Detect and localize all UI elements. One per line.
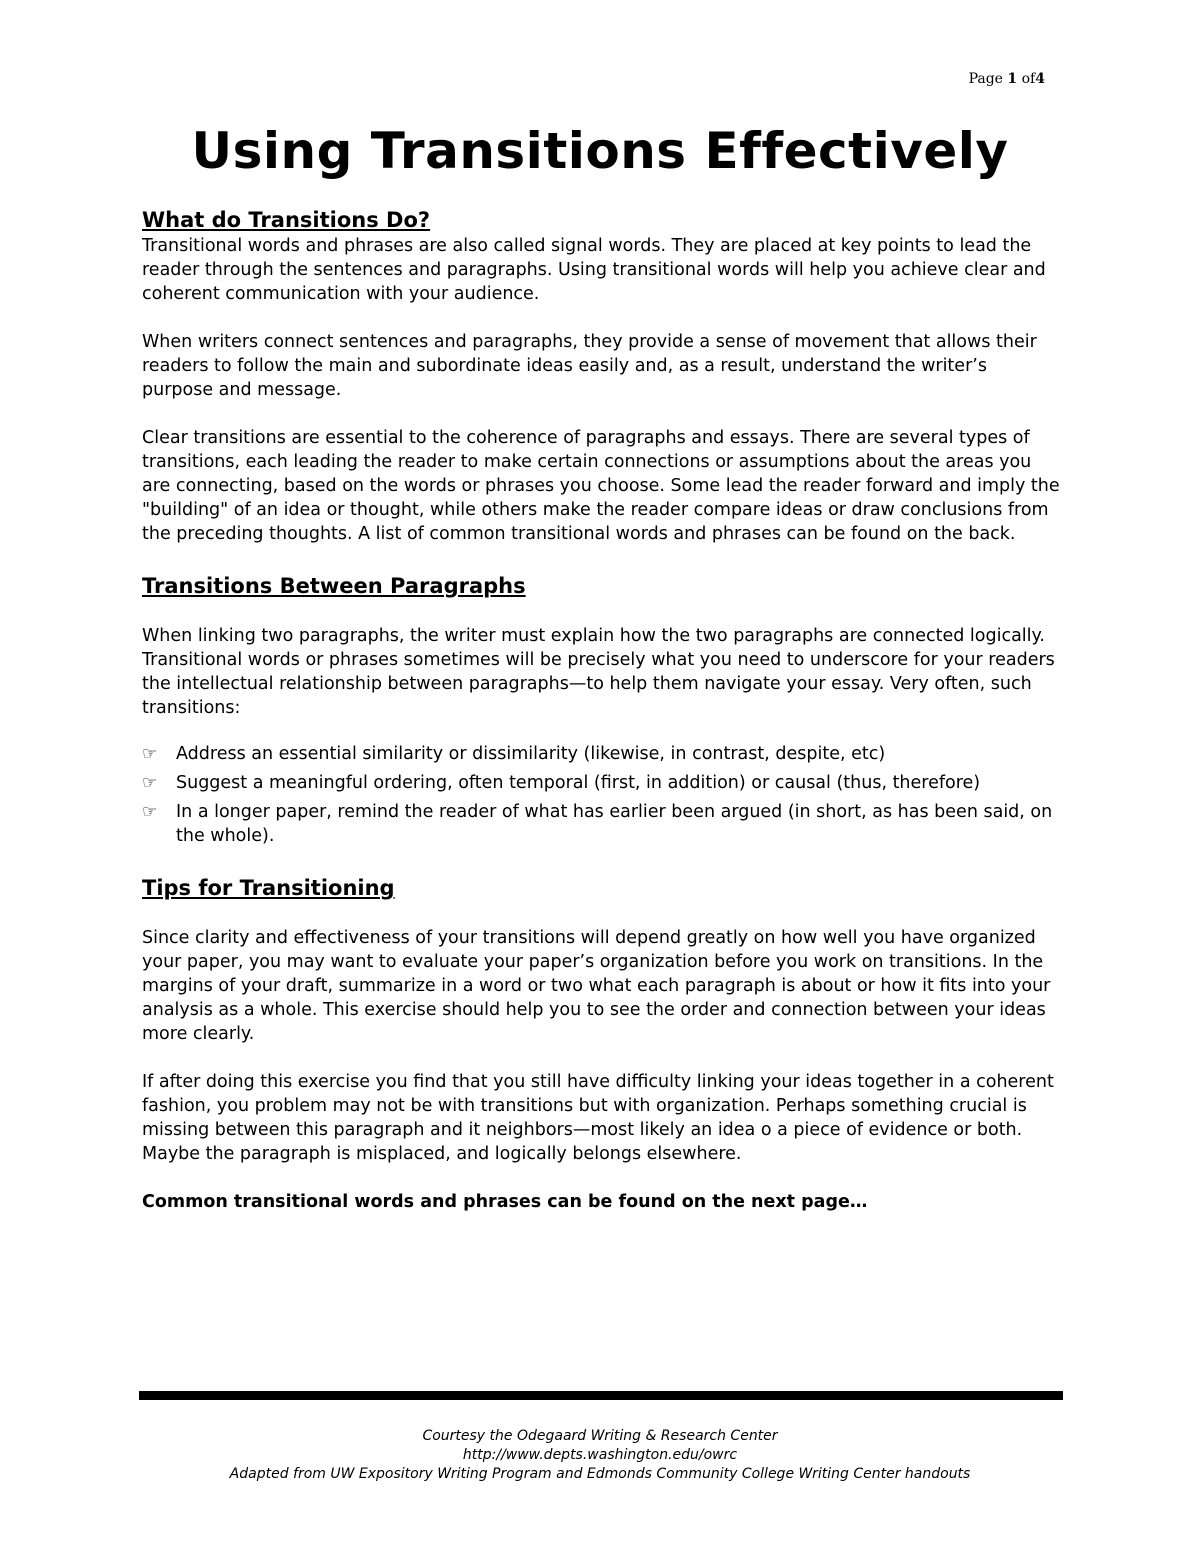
heading-transitions-between-paragraphs: Transitions Between Paragraphs (142, 574, 526, 598)
paragraph-after-exercise: If after doing this exercise you find that you still have difficulty linking your ideas together in a coherent fashion, you problem may not be with transitions but with organization. Perhaps something crucial is missing between this paragraph and it neighbors—most likely an idea o a piece of evidence or both. Maybe the paragraph is misplaced, and logically belongs elsewhere. (142, 1072, 1054, 1164)
paragraph-signal-words: Transitional words and phrases are also called signal words. They are placed at key points to lead the reader through the sentences and paragraphs. Using transitional words will help you achieve clear and coherent communication with your audience. (142, 236, 1046, 304)
heading-what-transitions-do: What do Transitions Do? (142, 208, 431, 232)
list-item (142, 800, 1062, 848)
footer-divider (139, 1391, 1063, 1400)
transition-purpose-list (142, 742, 1062, 848)
page-number-current: 1 (1007, 71, 1018, 87)
paragraph-linking-two-paragraphs: When linking two paragraphs, the writer must explain how the two paragraphs are connected logically. Transitional words or phrases sometimes will be precisely what you need to underscore for your readers the intellectual relationship between paragraphs—to help them navigate your essay. Very often, such transitions: (142, 626, 1055, 718)
document-title: Using Transitions Effectively (191, 122, 1009, 180)
pointing-hand-icon: ☞ (142, 773, 158, 793)
page-number (969, 71, 1045, 87)
heading-tips-for-transitioning: Tips for Transitioning (142, 876, 395, 900)
pointing-hand-icon: ☞ (142, 802, 158, 822)
list-item (142, 742, 1062, 766)
footer (0, 1427, 1200, 1484)
paragraph-clarity-and-effectiveness: Since clarity and effectiveness of your transitions will depend greatly on how well you have organized your paper, you may want to evaluate your paper’s organization before you work on transitions. In the margins of your draft, summarize in a word or two what each paragraph is about or how it fits into your analysis as a whole. This exercise should help you to see the order and connection between your ideas more clearly. (142, 928, 1051, 1044)
page-number-separator: of (1021, 71, 1036, 87)
pointing-hand-icon: ☞ (142, 744, 158, 764)
document-body (142, 206, 1062, 1214)
list-item (142, 771, 1062, 795)
paragraph-sense-of-movement: When writers connect sentences and paragraphs, they provide a sense of movement that allows their readers to follow the main and subordinate ideas easily and, as a result, understand the writer’s purpose and message. (142, 332, 1037, 400)
footer-courtesy-line: Courtesy the Odegaard Writing & Research Center (422, 1428, 778, 1444)
list-item-text: Suggest a meaningful ordering, often temporal (first, in addition) or causal (thus, therefore) (176, 773, 981, 793)
list-item-text: In a longer paper, remind the reader of what has earlier been argued (in short, as has been said, on the whole). (176, 802, 1053, 846)
closing-note: Common transitional words and phrases can be found on the next page… (142, 1192, 868, 1212)
page-number-total: 4 (1035, 71, 1045, 87)
paragraph-clear-transitions: Clear transitions are essential to the coherence of paragraphs and essays. There are several types of transitions, each leading the reader to make certain connections or assumptions about the areas you are connecting, based on the words or phrases you choose. Some lead the reader forward and imply the "building" of an idea or thought, while others make the reader compare ideas or draw conclusions from the preceding thoughts. A list of common transitional words and phrases can be found on the back. (142, 428, 1060, 544)
list-item-text: Address an essential similarity or dissimilarity (likewise, in contrast, despite, etc) (176, 744, 886, 764)
page-number-prefix: Page (968, 71, 1003, 87)
footer-adapted-line: Adapted from UW Expository Writing Program and Edmonds Community College Writing Center handouts (229, 1466, 971, 1482)
footer-url: http://www.depts.washington.edu/owrc (462, 1447, 738, 1463)
